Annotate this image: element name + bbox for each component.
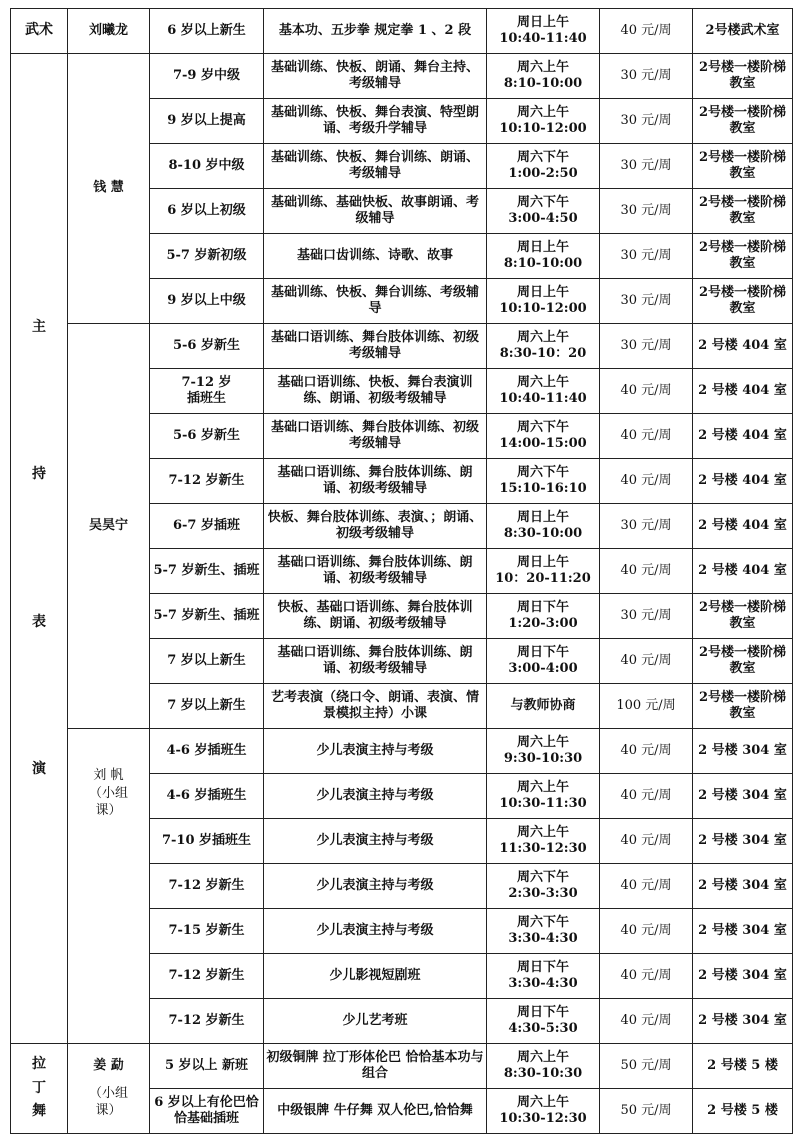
time-cell: 周日上午 10:40-11:40 <box>487 9 600 54</box>
room-cell: 2号楼一楼阶梯教室 <box>693 279 793 324</box>
room-cell: 2号楼一楼阶梯教室 <box>693 639 793 684</box>
room-cell: 2 号楼 304 室 <box>693 729 793 774</box>
price-cell: 40 元/周 <box>600 729 693 774</box>
time-cell: 周六上午 8:10-10:00 <box>487 54 600 99</box>
content-cell: 基础口语训练、舞台肢体训练、初级考级辅导 <box>264 324 487 369</box>
level-cell: 7-15 岁新生 <box>150 909 264 954</box>
level-cell: 5 岁以上 新班 <box>150 1044 264 1089</box>
category-char: 演 <box>32 761 46 777</box>
price-cell: 30 元/周 <box>600 279 693 324</box>
level-cell: 7-10 岁插班生 <box>150 819 264 864</box>
level-cell: 7 岁以上新生 <box>150 639 264 684</box>
room-cell: 2 号楼 404 室 <box>693 414 793 459</box>
time-cell: 周六上午 10:10-12:00 <box>487 99 600 144</box>
category-cell <box>11 54 68 1044</box>
price-cell: 40 元/周 <box>600 459 693 504</box>
price-cell: 100 元/周 <box>600 684 693 729</box>
price-cell: 30 元/周 <box>600 324 693 369</box>
time-cell: 周六上午 8:30-10:30 <box>487 1044 600 1089</box>
level-cell: 7-12 岁新生 <box>150 954 264 999</box>
room-cell: 2 号楼 304 室 <box>693 909 793 954</box>
level-cell: 6-7 岁插班 <box>150 504 264 549</box>
teacher-cell: 钱 慧 <box>68 54 150 324</box>
price-cell: 40 元/周 <box>600 954 693 999</box>
teacher-cell: 吴昊宁 <box>68 324 150 729</box>
content-cell: 基础口语训练、舞台肢体训练、朗诵、初级考级辅导 <box>264 459 487 504</box>
level-cell: 5-7 岁新生、插班 <box>150 594 264 639</box>
time-cell: 周六下午 14:00-15:00 <box>487 414 600 459</box>
time-cell: 周六上午 9:30-10:30 <box>487 729 600 774</box>
content-cell: 艺考表演（绕口令、朗诵、表演、情景模拟主持）小课 <box>264 684 487 729</box>
content-cell: 基础口语训练、舞台肢体训练、初级考级辅导 <box>264 414 487 459</box>
time-cell: 周六上午 11:30-12:30 <box>487 819 600 864</box>
price-cell: 40 元/周 <box>600 774 693 819</box>
content-cell: 少儿表演主持与考级 <box>264 774 487 819</box>
price-cell: 40 元/周 <box>600 819 693 864</box>
table-row <box>11 729 793 774</box>
room-cell: 2 号楼 5 楼 <box>693 1044 793 1089</box>
time-cell: 周六下午 1:00-2:50 <box>487 144 600 189</box>
time-cell: 周六上午 10:30-11:30 <box>487 774 600 819</box>
content-cell: 基础训练、快板、舞台训练、朗诵、考级辅导 <box>264 144 487 189</box>
category-char: 主 <box>32 318 46 335</box>
level-cell: 6 岁以上初级 <box>150 189 264 234</box>
content-cell: 基础训练、基础快板、故事朗诵、考级辅导 <box>264 189 487 234</box>
content-cell: 中级银牌 牛仔舞 双人伦巴,恰恰舞 <box>264 1089 487 1134</box>
table-row <box>11 9 793 54</box>
teacher-cell: 刘 帆 （小组 课） <box>68 729 150 1044</box>
time-cell: 周六上午 10:40-11:40 <box>487 369 600 414</box>
price-cell: 40 元/周 <box>600 864 693 909</box>
time-cell: 周六下午 3:00-4:50 <box>487 189 600 234</box>
category-char: 拉 <box>32 1056 46 1073</box>
content-cell: 少儿表演主持与考级 <box>264 909 487 954</box>
teacher-cell <box>68 1044 150 1134</box>
price-cell: 30 元/周 <box>600 234 693 279</box>
content-cell: 基础口语训练、快板、舞台表演训练、朗诵、初级考级辅导 <box>264 369 487 414</box>
time-cell: 周六下午 3:30-4:30 <box>487 909 600 954</box>
price-cell: 40 元/周 <box>600 639 693 684</box>
time-cell: 周日下午 3:00-4:00 <box>487 639 600 684</box>
level-cell: 6 岁以上新生 <box>150 9 264 54</box>
room-cell: 2 号楼 5 楼 <box>693 1089 793 1134</box>
content-cell: 少儿表演主持与考级 <box>264 819 487 864</box>
price-cell: 30 元/周 <box>600 144 693 189</box>
time-cell: 周日上午 8:10-10:00 <box>487 234 600 279</box>
price-cell: 30 元/周 <box>600 189 693 234</box>
time-cell: 周日上午 10:10-12:00 <box>487 279 600 324</box>
content-cell: 少儿影视短剧班 <box>264 954 487 999</box>
table-row <box>11 324 793 369</box>
category-char: 表 <box>32 613 46 630</box>
content-cell: 少儿艺考班 <box>264 999 487 1044</box>
level-cell: 5-6 岁新生 <box>150 414 264 459</box>
time-cell: 周日下午 1:20-3:00 <box>487 594 600 639</box>
content-cell: 少儿表演主持与考级 <box>264 864 487 909</box>
time-cell: 周六上午 10:30-12:30 <box>487 1089 600 1134</box>
room-cell: 2号楼一楼阶梯教室 <box>693 99 793 144</box>
content-cell: 基础口齿训练、诗歌、故事 <box>264 234 487 279</box>
level-cell: 6 岁以上有伦巴恰恰基础插班 <box>150 1089 264 1134</box>
content-cell: 快板、舞台肢体训练、表演、；朗诵、初级考级辅导 <box>264 504 487 549</box>
table-row <box>11 54 793 99</box>
price-cell: 50 元/周 <box>600 1089 693 1134</box>
room-cell: 2号楼一楼阶梯教室 <box>693 234 793 279</box>
price-cell: 40 元/周 <box>600 369 693 414</box>
category-cell <box>11 1044 68 1134</box>
price-cell: 30 元/周 <box>600 504 693 549</box>
category-cell: 武术 <box>11 9 68 54</box>
level-cell: 7 岁以上新生 <box>150 684 264 729</box>
content-cell: 基础训练、快板、舞台表演、特型朗诵、考级升学辅导 <box>264 99 487 144</box>
room-cell: 2号楼一楼阶梯教室 <box>693 189 793 234</box>
level-cell: 7-9 岁中级 <box>150 54 264 99</box>
price-cell: 50 元/周 <box>600 1044 693 1089</box>
schedule-body <box>11 9 793 1134</box>
content-cell: 基本功、五步拳 规定拳 1 、2 段 <box>264 9 487 54</box>
time-cell: 周六下午 2:30-3:30 <box>487 864 600 909</box>
teacher-name: 姜 勐 <box>93 1058 124 1074</box>
level-cell: 5-6 岁新生 <box>150 324 264 369</box>
level-cell: 9 岁以上提高 <box>150 99 264 144</box>
price-cell: 30 元/周 <box>600 54 693 99</box>
room-cell: 2 号楼 404 室 <box>693 324 793 369</box>
level-cell: 7-12 岁 插班生 <box>150 369 264 414</box>
category-char: 丁 <box>32 1079 46 1096</box>
content-cell: 基础口语训练、舞台肢体训练、朗诵、初级考级辅导 <box>264 549 487 594</box>
room-cell: 2 号楼 304 室 <box>693 954 793 999</box>
price-cell: 40 元/周 <box>600 999 693 1044</box>
time-cell: 与教师协商 <box>487 684 600 729</box>
content-cell: 基础口语训练、舞台肢体训练、朗诵、初级考级辅导 <box>264 639 487 684</box>
time-cell: 周六上午 8:30-10：20 <box>487 324 600 369</box>
room-cell: 2号楼一楼阶梯教室 <box>693 684 793 729</box>
level-cell: 9 岁以上中级 <box>150 279 264 324</box>
content-cell: 基础训练、快板、朗诵、舞台主持、考级辅导 <box>264 54 487 99</box>
room-cell: 2号楼一楼阶梯教室 <box>693 594 793 639</box>
level-cell: 7-12 岁新生 <box>150 459 264 504</box>
level-cell: 5-7 岁新生、插班 <box>150 549 264 594</box>
table-row <box>11 1044 793 1089</box>
level-cell: 4-6 岁插班生 <box>150 729 264 774</box>
time-cell: 周日下午 4:30-5:30 <box>487 999 600 1044</box>
level-cell: 8-10 岁中级 <box>150 144 264 189</box>
time-cell: 周六下午 15:10-16:10 <box>487 459 600 504</box>
price-cell: 40 元/周 <box>600 909 693 954</box>
level-cell: 5-7 岁新初级 <box>150 234 264 279</box>
level-cell: 7-12 岁新生 <box>150 999 264 1044</box>
price-cell: 30 元/周 <box>600 594 693 639</box>
teacher-note: （小组 课） <box>88 1086 128 1118</box>
room-cell: 2 号楼 404 室 <box>693 504 793 549</box>
category-char: 持 <box>32 466 46 482</box>
room-cell: 2 号楼 404 室 <box>693 549 793 594</box>
content-cell: 快板、基础口语训练、舞台肢体训练、朗诵、初级考级辅导 <box>264 594 487 639</box>
room-cell: 2号楼一楼阶梯教室 <box>693 144 793 189</box>
room-cell: 2 号楼 404 室 <box>693 369 793 414</box>
time-cell: 周日上午 10：20-11:20 <box>487 549 600 594</box>
time-cell: 周日下午 3:30-4:30 <box>487 954 600 999</box>
price-cell: 40 元/周 <box>600 9 693 54</box>
level-cell: 7-12 岁新生 <box>150 864 264 909</box>
room-cell: 2 号楼 304 室 <box>693 819 793 864</box>
room-cell: 2 号楼 304 室 <box>693 774 793 819</box>
category-char: 舞 <box>32 1103 46 1120</box>
content-cell: 初级铜牌 拉丁形体伦巴 恰恰基本功与组合 <box>264 1044 487 1089</box>
course-schedule-table <box>10 8 793 1134</box>
content-cell: 基础训练、快板、舞台训练、考级辅导 <box>264 279 487 324</box>
room-cell: 2 号楼 404 室 <box>693 459 793 504</box>
content-cell: 少儿表演主持与考级 <box>264 729 487 774</box>
price-cell: 40 元/周 <box>600 414 693 459</box>
room-cell: 2号楼武术室 <box>693 9 793 54</box>
time-cell: 周日上午 8:30-10:00 <box>487 504 600 549</box>
level-cell: 4-6 岁插班生 <box>150 774 264 819</box>
room-cell: 2 号楼 304 室 <box>693 999 793 1044</box>
teacher-cell: 刘曦龙 <box>68 9 150 54</box>
price-cell: 30 元/周 <box>600 99 693 144</box>
price-cell: 40 元/周 <box>600 549 693 594</box>
room-cell: 2 号楼 304 室 <box>693 864 793 909</box>
room-cell: 2号楼一楼阶梯教室 <box>693 54 793 99</box>
